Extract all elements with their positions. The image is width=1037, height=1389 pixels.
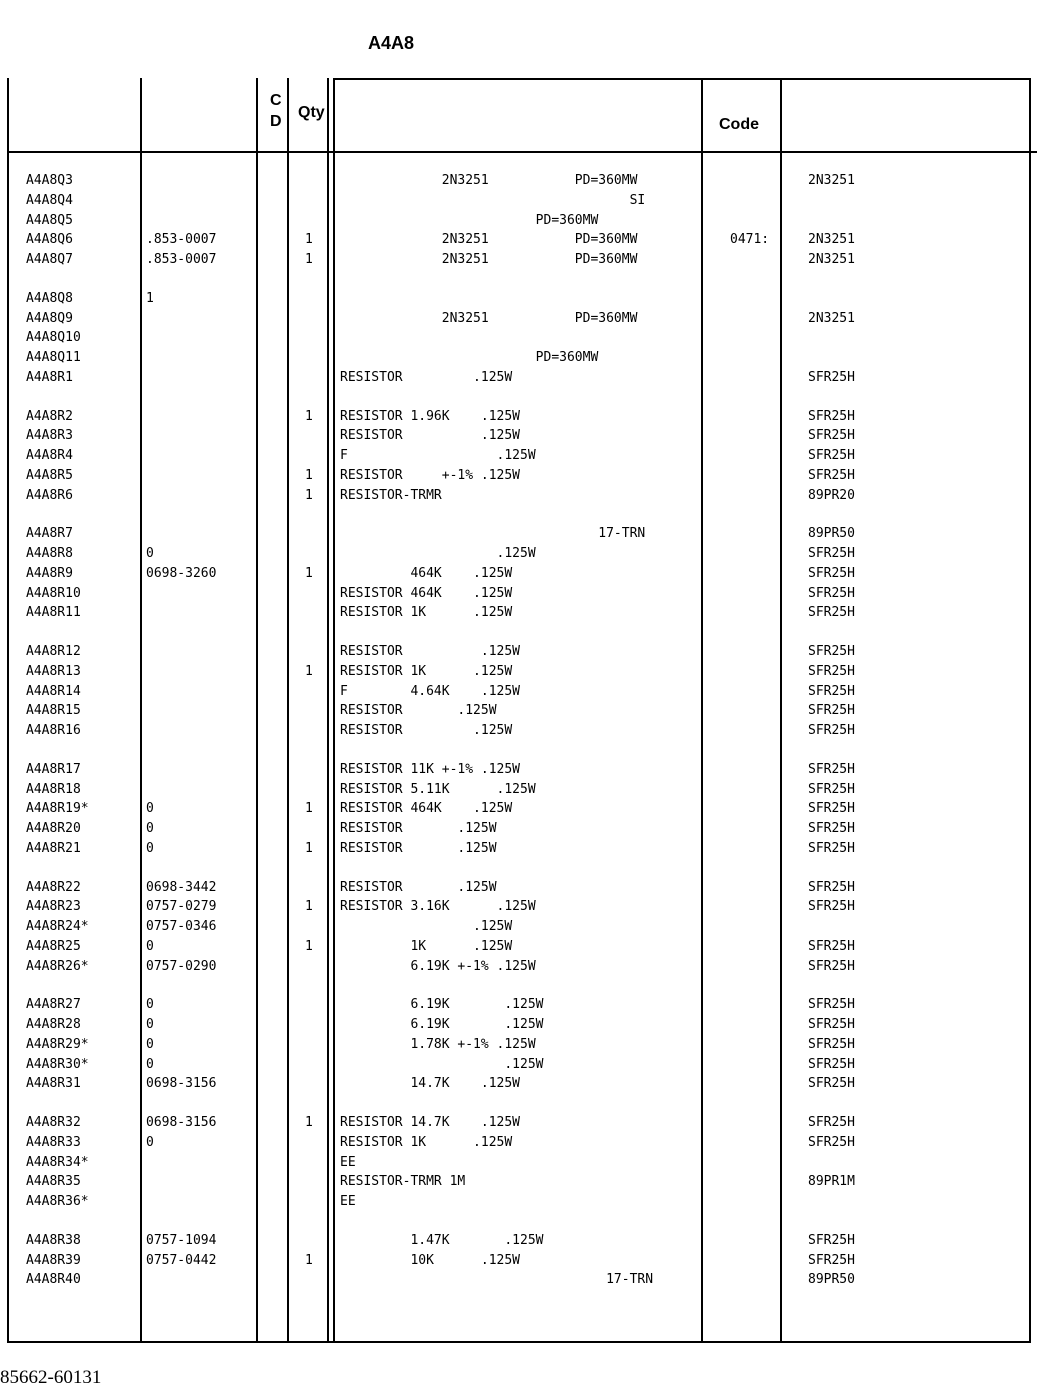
mfr-part-cell: SFR25H (808, 644, 855, 659)
description-cell: 17-TRN (340, 526, 646, 542)
mfr-part-cell: SFR25H (808, 938, 855, 954)
part-number-cell: 0 (146, 1036, 154, 1052)
part-number-cell: 0 (146, 1056, 154, 1072)
rule-header (7, 151, 1037, 153)
ref-cell: A4A8R7 (26, 526, 73, 542)
description-cell: 2N3251 PD=360MW (340, 173, 638, 188)
mfr-part-cell: 2N3251 (808, 310, 855, 326)
ref-cell: A4A8R35 (26, 1174, 81, 1190)
table-row (0, 1231, 1037, 1251)
table-row (0, 466, 1037, 486)
part-number-cell: 0757-0279 (146, 899, 217, 915)
table-row (0, 191, 1037, 211)
mfr-part-cell: SFR25H (808, 821, 855, 836)
qty-cell: 1 (305, 252, 313, 267)
table-row (0, 486, 1037, 506)
part-number-cell: 0698-3156 (146, 1115, 217, 1130)
page-title: A4A8 (368, 33, 415, 53)
description-cell: RESISTOR 1.96K .125W (340, 408, 521, 424)
mfr-part-cell: SFR25H (808, 997, 855, 1013)
ref-cell: A4A8Q11 (26, 350, 81, 365)
ref-cell: A4A8R12 (26, 644, 81, 659)
part-number-cell: 0 (146, 821, 154, 836)
description-cell: EE (340, 1154, 356, 1170)
rule-bottom (7, 1341, 1029, 1343)
description-cell: 10K .125W (340, 1252, 521, 1268)
part-number-cell: 0698-3260 (146, 565, 217, 581)
description-cell: RESISTOR .125W (340, 644, 521, 659)
description-cell: 2N3251 PD=360MW (340, 310, 638, 326)
table-row (0, 564, 1037, 584)
description-cell: RESISTOR 1K .125W (340, 605, 513, 621)
description-cell: RESISTOR 464K .125W (340, 801, 513, 817)
ref-cell: A4A8R15 (26, 703, 81, 719)
part-number-cell: 0 (146, 997, 154, 1013)
table-row (0, 544, 1037, 564)
ref-cell: A4A8R21 (26, 840, 81, 856)
table-row (0, 230, 1037, 250)
ref-cell: A4A8R3 (26, 428, 73, 444)
mfr-part-cell: SFR25H (808, 958, 855, 974)
part-number-cell: 0698-3156 (146, 1076, 217, 1092)
description-cell: RESISTOR .125W (340, 428, 521, 444)
rule-top (333, 78, 1031, 80)
description-cell: 6.19K .125W (340, 1017, 544, 1032)
mfr-part-cell: SFR25H (808, 1036, 855, 1052)
ref-cell: A4A8R14 (26, 683, 81, 699)
mfr-part-cell: 89PR50 (808, 1272, 855, 1288)
table-row (0, 368, 1037, 388)
mfr-part-cell: SFR25H (808, 703, 855, 719)
table-row (0, 721, 1037, 741)
table-row (0, 328, 1037, 348)
ref-cell: A4A8Q7 (26, 252, 73, 267)
part-number-cell: 0 (146, 801, 154, 817)
part-number-cell: .853-0007 (146, 252, 217, 267)
ref-cell: A4A8Q10 (26, 330, 81, 346)
table-row (0, 878, 1037, 898)
ref-cell: A4A8R40 (26, 1272, 81, 1288)
description-cell: .125W (340, 919, 513, 934)
qty-cell: 1 (305, 232, 313, 248)
qty-cell: 1 (305, 487, 313, 503)
mfr-part-cell: SFR25H (808, 1076, 855, 1092)
ref-cell: A4A8Q9 (26, 310, 73, 326)
mfr-part-cell: SFR25H (808, 428, 855, 444)
table-row (0, 1153, 1037, 1173)
part-number-cell: 0 (146, 546, 154, 561)
mfr-part-cell: SFR25H (808, 1056, 855, 1072)
ref-cell: A4A8R9 (26, 565, 73, 581)
part-number-cell: 0757-0442 (146, 1252, 217, 1268)
mfr-part-cell: SFR25H (808, 605, 855, 621)
mfr-part-cell: SFR25H (808, 448, 855, 463)
description-cell: RESISTOR .125W (340, 840, 497, 856)
description-cell: RESISTOR 5.11K .125W (340, 781, 536, 797)
mfr-part-cell: SFR25H (808, 723, 855, 738)
mfr-part-cell: SFR25H (808, 781, 855, 797)
ref-cell: A4A8Q4 (26, 192, 73, 208)
part-number-cell: 1 (146, 290, 154, 306)
table-row (0, 682, 1037, 702)
table-row (0, 897, 1037, 917)
description-cell: 2N3251 PD=360MW (340, 232, 638, 248)
mfr-part-cell: SFR25H (808, 840, 855, 856)
table-row (0, 1192, 1037, 1212)
ref-cell: A4A8R28 (26, 1017, 81, 1032)
description-cell: 1K .125W (340, 938, 513, 954)
ref-cell: A4A8Q6 (26, 232, 73, 248)
mfr-part-cell: SFR25H (808, 761, 855, 777)
mfr-part-cell: SFR25H (808, 1252, 855, 1268)
ref-cell: A4A8R33 (26, 1134, 81, 1150)
description-cell: 1.47K .125W (340, 1232, 544, 1248)
description-cell: 6.19K .125W (340, 997, 544, 1013)
table-row (0, 348, 1037, 368)
ref-cell: A4A8R31 (26, 1076, 81, 1092)
mfr-part-cell: SFR25H (808, 565, 855, 581)
ref-cell: A4A8R29* (26, 1036, 89, 1052)
mfr-part-cell: SFR25H (808, 1115, 855, 1130)
ref-cell: A4A8R27 (26, 997, 81, 1013)
table-row (0, 799, 1037, 819)
ref-cell: A4A8R17 (26, 761, 81, 777)
ref-cell: A4A8Q5 (26, 212, 73, 228)
description-cell: 2N3251 PD=360MW (340, 252, 638, 267)
table-row (0, 917, 1037, 937)
description-cell: 1.78K +-1% .125W (340, 1036, 536, 1052)
qty-cell: 1 (305, 1115, 313, 1130)
description-cell: PD=360MW (340, 350, 599, 365)
table-row (0, 1172, 1037, 1192)
part-number-cell: 0 (146, 1017, 154, 1032)
header-cd-c: C (270, 92, 282, 109)
description-cell: RESISTOR-TRMR (340, 487, 442, 503)
table-row (0, 642, 1037, 662)
mfr-part-cell: SFR25H (808, 467, 855, 483)
ref-cell: A4A8R1 (26, 369, 73, 385)
mfr-part-cell: 2N3251 (808, 173, 855, 188)
description-cell: RESISTOR .125W (340, 879, 497, 895)
ref-cell: A4A8R10 (26, 585, 81, 601)
header-code: Code (719, 116, 759, 133)
qty-cell: 1 (305, 899, 313, 915)
description-cell: RESISTOR 3.16K .125W (340, 899, 536, 915)
ref-cell: A4A8R19* (26, 801, 89, 817)
ref-cell: A4A8R25 (26, 938, 81, 954)
part-number-cell: 0 (146, 1134, 154, 1150)
description-cell: RESISTOR 14.7K .125W (340, 1115, 521, 1130)
mfr-part-cell: SFR25H (808, 369, 855, 385)
part-number-cell: 0757-1094 (146, 1232, 217, 1248)
qty-cell: 1 (305, 801, 313, 817)
table-row (0, 1055, 1037, 1075)
table-row (0, 760, 1037, 780)
ref-cell: A4A8R38 (26, 1232, 81, 1248)
code-cell: 0471: (730, 232, 770, 248)
part-number-cell: 0 (146, 938, 154, 954)
table-row (0, 1133, 1037, 1153)
description-cell: 6.19K +-1% .125W (340, 958, 536, 974)
mfr-part-cell: SFR25H (808, 585, 855, 601)
description-cell: .125W (340, 546, 536, 561)
header-qty: Qty (298, 104, 325, 121)
table-row (0, 1113, 1037, 1133)
ref-cell: A4A8R23 (26, 899, 81, 915)
table-row (0, 584, 1037, 604)
description-cell: RESISTOR-TRMR 1M (340, 1174, 466, 1190)
table-row (0, 1015, 1037, 1035)
table-row (0, 937, 1037, 957)
description-cell: 464K .125W (340, 565, 513, 581)
table-row (0, 839, 1037, 859)
qty-cell: 1 (305, 663, 313, 679)
description-cell: RESISTOR 11K +-1% .125W (340, 761, 521, 777)
description-cell: SI (340, 192, 646, 208)
description-cell: RESISTOR .125W (340, 723, 513, 738)
table-row (0, 701, 1037, 721)
description-cell: .125W (340, 1056, 544, 1072)
table-row (0, 603, 1037, 623)
qty-cell: 1 (305, 408, 313, 424)
description-cell: 17-TRN (340, 1272, 654, 1288)
description-cell: RESISTOR .125W (340, 369, 513, 385)
table-row (0, 250, 1037, 270)
qty-cell: 1 (305, 938, 313, 954)
mfr-part-cell: SFR25H (808, 1232, 855, 1248)
mfr-part-cell: SFR25H (808, 1134, 855, 1150)
ref-cell: A4A8R2 (26, 408, 73, 424)
ref-cell: A4A8R5 (26, 467, 73, 483)
description-cell: PD=360MW (340, 212, 599, 228)
ref-cell: A4A8R4 (26, 448, 73, 463)
qty-cell: 1 (305, 565, 313, 581)
ref-cell: A4A8R26* (26, 958, 89, 974)
part-number-cell: 0757-0346 (146, 919, 217, 934)
part-number-cell: .853-0007 (146, 232, 217, 248)
table-row (0, 662, 1037, 682)
mfr-part-cell: 89PR50 (808, 526, 855, 542)
ref-cell: A4A8R11 (26, 605, 81, 621)
table-row (0, 995, 1037, 1015)
description-cell: EE (340, 1194, 356, 1209)
description-cell: RESISTOR 1K .125W (340, 1134, 513, 1150)
part-number-cell: 0698-3442 (146, 879, 217, 895)
document-number: 85662-60131 (0, 1367, 102, 1388)
table-row (0, 1270, 1037, 1290)
ref-cell: A4A8R18 (26, 781, 81, 797)
ref-cell: A4A8R36* (26, 1194, 89, 1209)
mfr-part-cell: 89PR1M (808, 1174, 855, 1190)
table-row (0, 446, 1037, 466)
description-cell: RESISTOR 1K .125W (340, 663, 513, 679)
ref-cell: A4A8Q3 (26, 173, 73, 188)
part-number-cell: 0 (146, 840, 154, 856)
ref-cell: A4A8R22 (26, 879, 81, 895)
table-row (0, 309, 1037, 329)
qty-cell: 1 (305, 840, 313, 856)
ref-cell: A4A8R16 (26, 723, 81, 738)
table-row (0, 407, 1037, 427)
ref-cell: A4A8R24* (26, 919, 89, 934)
ref-cell: A4A8R30* (26, 1056, 89, 1072)
ref-cell: A4A8R6 (26, 487, 73, 503)
mfr-part-cell: 2N3251 (808, 232, 855, 248)
table-row (0, 1251, 1037, 1271)
ref-cell: A4A8Q8 (26, 290, 73, 306)
description-cell: RESISTOR .125W (340, 703, 497, 719)
table-row (0, 426, 1037, 446)
mfr-part-cell: SFR25H (808, 408, 855, 424)
description-cell: RESISTOR .125W (340, 821, 497, 836)
qty-cell: 1 (305, 1252, 313, 1268)
table-row (0, 1035, 1037, 1055)
mfr-part-cell: SFR25H (808, 683, 855, 699)
table-row (0, 211, 1037, 231)
qty-cell: 1 (305, 467, 313, 483)
mfr-part-cell: 2N3251 (808, 252, 855, 267)
header-cd-d: D (270, 113, 282, 130)
table-row (0, 289, 1037, 309)
table-row (0, 524, 1037, 544)
description-cell: RESISTOR +-1% .125W (340, 467, 521, 483)
table-row (0, 780, 1037, 800)
mfr-part-cell: SFR25H (808, 899, 855, 915)
description-cell: F 4.64K .125W (340, 683, 521, 699)
mfr-part-cell: SFR25H (808, 663, 855, 679)
description-cell: F .125W (340, 448, 536, 463)
mfr-part-cell: SFR25H (808, 801, 855, 817)
mfr-part-cell: SFR25H (808, 879, 855, 895)
ref-cell: A4A8R20 (26, 821, 81, 836)
ref-cell: A4A8R32 (26, 1115, 81, 1130)
ref-cell: A4A8R34* (26, 1154, 89, 1170)
table-row (0, 957, 1037, 977)
ref-cell: A4A8R8 (26, 546, 73, 561)
table-row (0, 819, 1037, 839)
ref-cell: A4A8R13 (26, 663, 81, 679)
description-cell: RESISTOR 464K .125W (340, 585, 513, 601)
part-number-cell: 0757-0290 (146, 958, 217, 974)
description-cell: 14.7K .125W (340, 1076, 521, 1092)
table-row (0, 171, 1037, 191)
mfr-part-cell: SFR25H (808, 546, 855, 561)
mfr-part-cell: 89PR20 (808, 487, 855, 503)
mfr-part-cell: SFR25H (808, 1017, 855, 1032)
ref-cell: A4A8R39 (26, 1252, 81, 1268)
table-row (0, 1074, 1037, 1094)
